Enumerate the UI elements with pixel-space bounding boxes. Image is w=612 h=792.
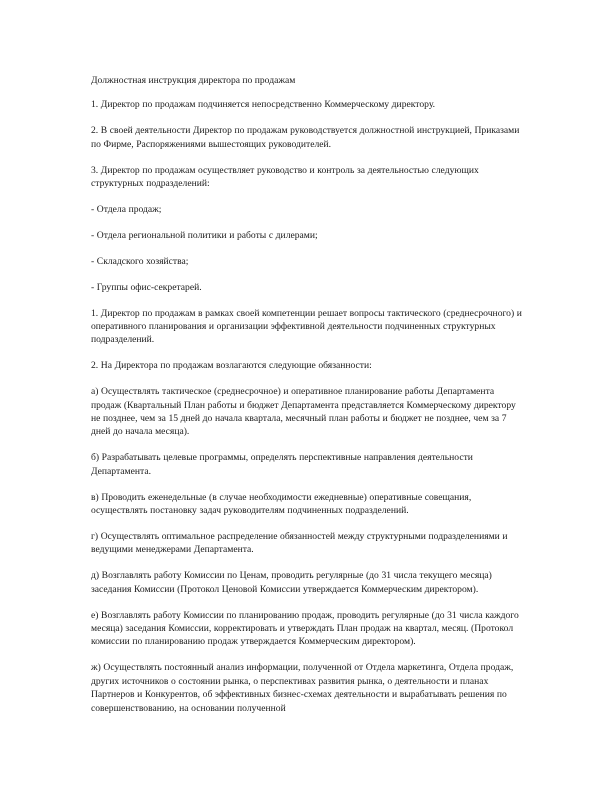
list-item-warehouse: - Складского хозяйства; [91,255,189,267]
paragraph-2: 2. В своей деятельности Директор по продажам руководствуется должностной инструкцией, Приказами по Фирме, Распоряжениями вышестоящих руководителей. [91,125,520,150]
paragraph-3: 3. Директор по продажам осуществляет руководство и контроль за деятельностью следующих структурных подразделений: [91,164,479,190]
list-item-sales-dept: - Отдела продаж; [91,203,162,215]
duty-a: а) Осуществлять тактическое (среднесрочное) и оперативное планирование работы Департамента продаж (Квартальный План работы и бюджет Департамента представляется Коммерческому директору не позднее, чем за 15 дней до начала квартала, месячный план работы и бюджет не позднее, чем за 7 дней до начала месяца). [91,386,516,438]
list-item-secretaries: - Группы офис-секретарей. [91,281,202,293]
duty-zh: ж) Осуществлять постоянный анализ информации, полученной от Отдела маркетинга, Отдела продаж, других источников о состоянии рынка, о перспективах развития рынка, о деятельности и планах Партнеров и Конкурентов, об эффективных бизнес-схемах деятельности и вырабатывать решения по совершенствованию, на основании полученной [91,662,514,714]
duty-v: в) Проводить еженедельные (в случае необходимости ежедневные) оперативные совещания, осуществлять постановку задач руководителям подчиненных подразделений. [91,491,472,517]
paragraph-competence: 1. Директор по продажам в рамках своей компетенции решает вопросы тактического (среднесрочного) и оперативного планирования и организации эффективной деятельности подчиненных структурных подразделений. [91,307,522,346]
duty-e: е) Возглавлять работу Комиссии по планированию продаж, проводить регулярные (до 31 числа каждого месяца) заседания Комиссии, корректировать и утверждать План продаж на квартал, месяц. (Протокол комиссии по планированию продаж утверждается Коммерческим директором). [91,609,519,648]
duty-d: д) Возглавлять работу Комиссии по Ценам, проводить регулярные (до 31 числа текущего месяца) заседания Комиссии (Протокол Ценовой Комиссии утверждается Коммерческим директором). [91,570,492,595]
document-body [91,74,523,727]
paragraph-1: 1. Директор по продажам подчиняется непосредственно Коммерческому директору. [91,99,436,111]
paragraph-duties: 2. На Директора по продажам возлагаются следующие обязанности: [91,360,372,372]
duty-g: г) Осуществлять оптимальное распределение обязанностей между структурными подразделениями и ведущими менеджерами Департамента. [91,530,508,556]
list-item-regional-dept: - Отдела региональной политики и работы с дилерами; [91,229,318,241]
duty-b: б) Разрабатывать целевые программы, определять перспективные направления деятельности Департамента. [91,452,473,477]
document-title: Должностная инструкция директора по продажам [91,75,296,86]
